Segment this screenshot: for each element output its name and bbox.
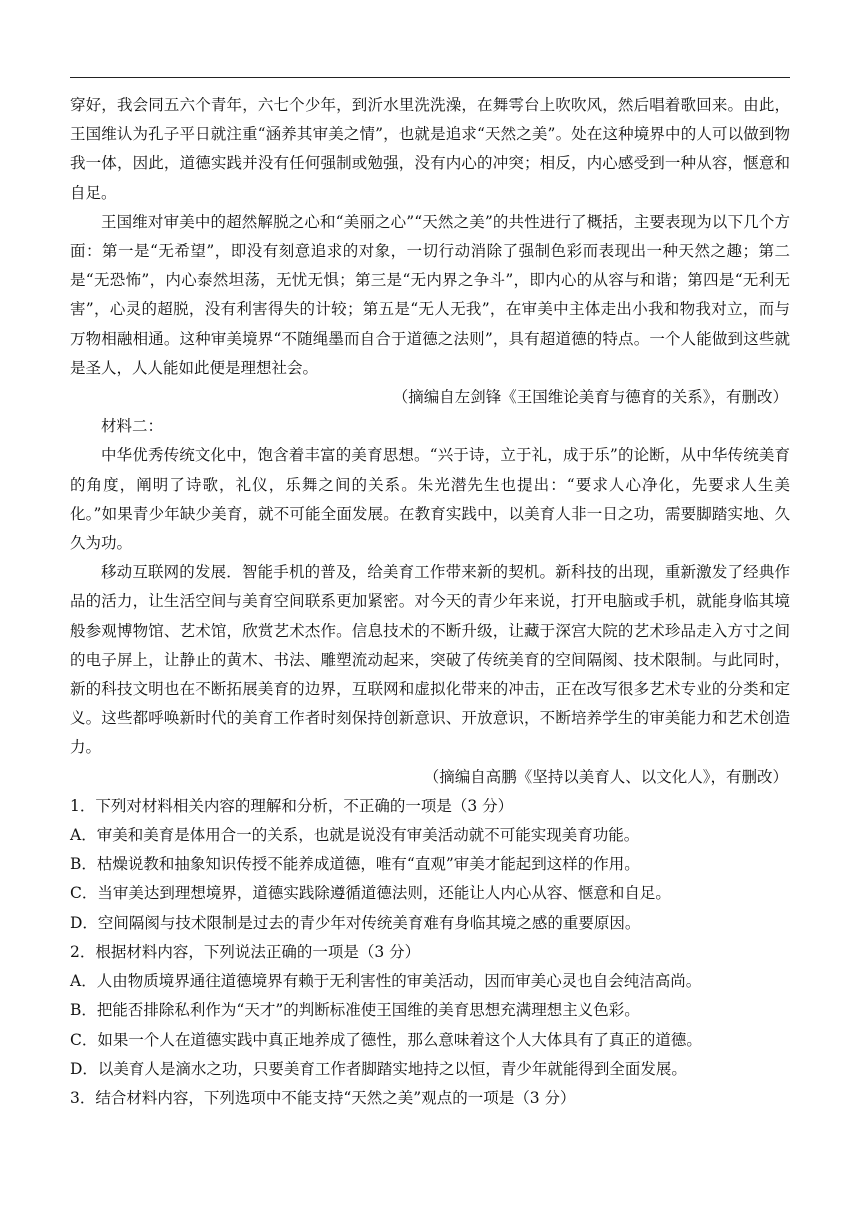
option-c: C．当审美达到理想境界，道德实践除遵循道德法则，还能让人内心从容、惬意和自足。 — [70, 884, 671, 903]
material-two-label: 材料二： — [101, 417, 164, 436]
header-rule — [70, 77, 790, 78]
option-c: C．如果一个人在道德实践中真正地养成了德性，那么意味着这个人大体具有了真正的道德。 — [70, 1030, 702, 1049]
material-two-source: （摘编自高鹏《坚持以美育人、以文化人》，有删改） — [423, 767, 788, 786]
question-stem: 1．下列对材料相关内容的理解和分析，不正确的一项是（3 分） — [70, 796, 514, 815]
material-two-paragraph: 移动互联网的发展．智能手机的普及，给美育工作带来新的契机。新科技的出现，重新激发了经典作品的活力，让生活空间与美育空间联系更加紧密。对今天的青少年来说，打开电脑或手机，就能身临其境般参观博物馆、艺术馆，欣赏艺术杰作。信息技术的不断升级，让藏于深宫大院的艺术珍品走入方寸之间的电子屏上，让静止的黄木、书法、雕塑流动起来，突破了传统美育的空间隔阂、技术限制。与此同时，新的科技文明也在不断拓展美育的边界，互联网和虚拟化带来的冲击，正在改写很多艺术专业的分类和定义。这些都呼唤新时代的美育工作者时刻保持创新意识、开放意识，不断培养学生的审美能力和艺术创造力。 — [70, 563, 790, 757]
exam-page-content — [70, 91, 790, 1113]
option-d: D．以美育人是滴水之功，只要美育工作者脚踏实地持之以恒，青少年就能得到全面发展。 — [70, 1059, 687, 1078]
question-stem: 2．根据材料内容，下列说法正确的一项是（3 分） — [70, 942, 421, 961]
question-1 — [70, 792, 790, 938]
material-one-source: （摘编自左剑锋《王国维论美育与德育的关系》，有删改） — [392, 388, 788, 407]
option-a: A．审美和美育是体用合一的关系，也就是说没有审美活动就不可能实现美育功能。 — [70, 826, 640, 845]
question-2 — [70, 938, 790, 1084]
material-two-paragraph: 中华优秀传统文化中，饱含着丰富的美育思想。“兴于诗，立于礼，成于乐”的论断，从中华传统美育的角度，阐明了诗歌，礼仪，乐舞之间的关系。朱光潜先生也提出：“要求人心净化，先要求人生美化。”如果青少年缺少美育，就不可能全面发展。在教育实践中，以美育人非一日之功，需要脚踏实地、久久为功。 — [70, 446, 790, 553]
option-d: D．空间隔阂与技术限制是过去的青少年对传统美育难有身临其境之感的重要原因。 — [70, 913, 641, 932]
option-b: B．把能否排除私利作为“天才”的判断标准使王国维的美育思想充满理想主义色彩。 — [70, 1001, 640, 1020]
question-3 — [70, 1084, 790, 1113]
question-stem: 3．结合材料内容，下列选项中不能支持“天然之美”观点的一项是（3 分） — [70, 1088, 576, 1107]
material-one-paragraph: 王国维对审美中的超然解脱之心和“美丽之心”“天然之美”的共性进行了概括，主要表现为以下几个方面：第一是“无希望”，即没有刻意追求的对象，一切行动消除了强制色彩而表现出一种天然之趣；第二是“无恐怖”，内心泰然坦荡，无忧无惧；第三是“无内界之争斗”，即内心的从容与和谐；第四是“无利无害”，心灵的超脱，没有利害得失的计较；第五是“无人无我”，在审美中主体走出小我和物我对立，而与万物相融相通。这种审美境界“不随绳墨而自合于道德之法则”，具有超道德的特点。一个人能做到这些就是圣人，人人能如此便是理想社会。 — [70, 212, 790, 377]
option-b: B．枯燥说教和抽象知识传授不能养成道德，唯有“直观”审美才能起到这样的作用。 — [70, 855, 640, 874]
material-one-paragraph-continued: 穿好，我会同五六个青年，六七个少年，到沂水里洗洗澡，在舞雩台上吹吹风，然后唱着歌回来。由此，王国维认为孔子平日就注重“涵养其审美之情”，也就是追求“天然之美”。处在这种境界中的人可以做到物我一体，因此，道德实践并没有任何强制或勉强，没有内心的冲突；相反，内心感受到一种从容，惬意和自足。 — [70, 96, 790, 202]
option-a: A．人由物质境界通往道德境界有赖于无利害性的审美活动，因而审美心灵也自会纯洁高尚。 — [70, 972, 702, 991]
